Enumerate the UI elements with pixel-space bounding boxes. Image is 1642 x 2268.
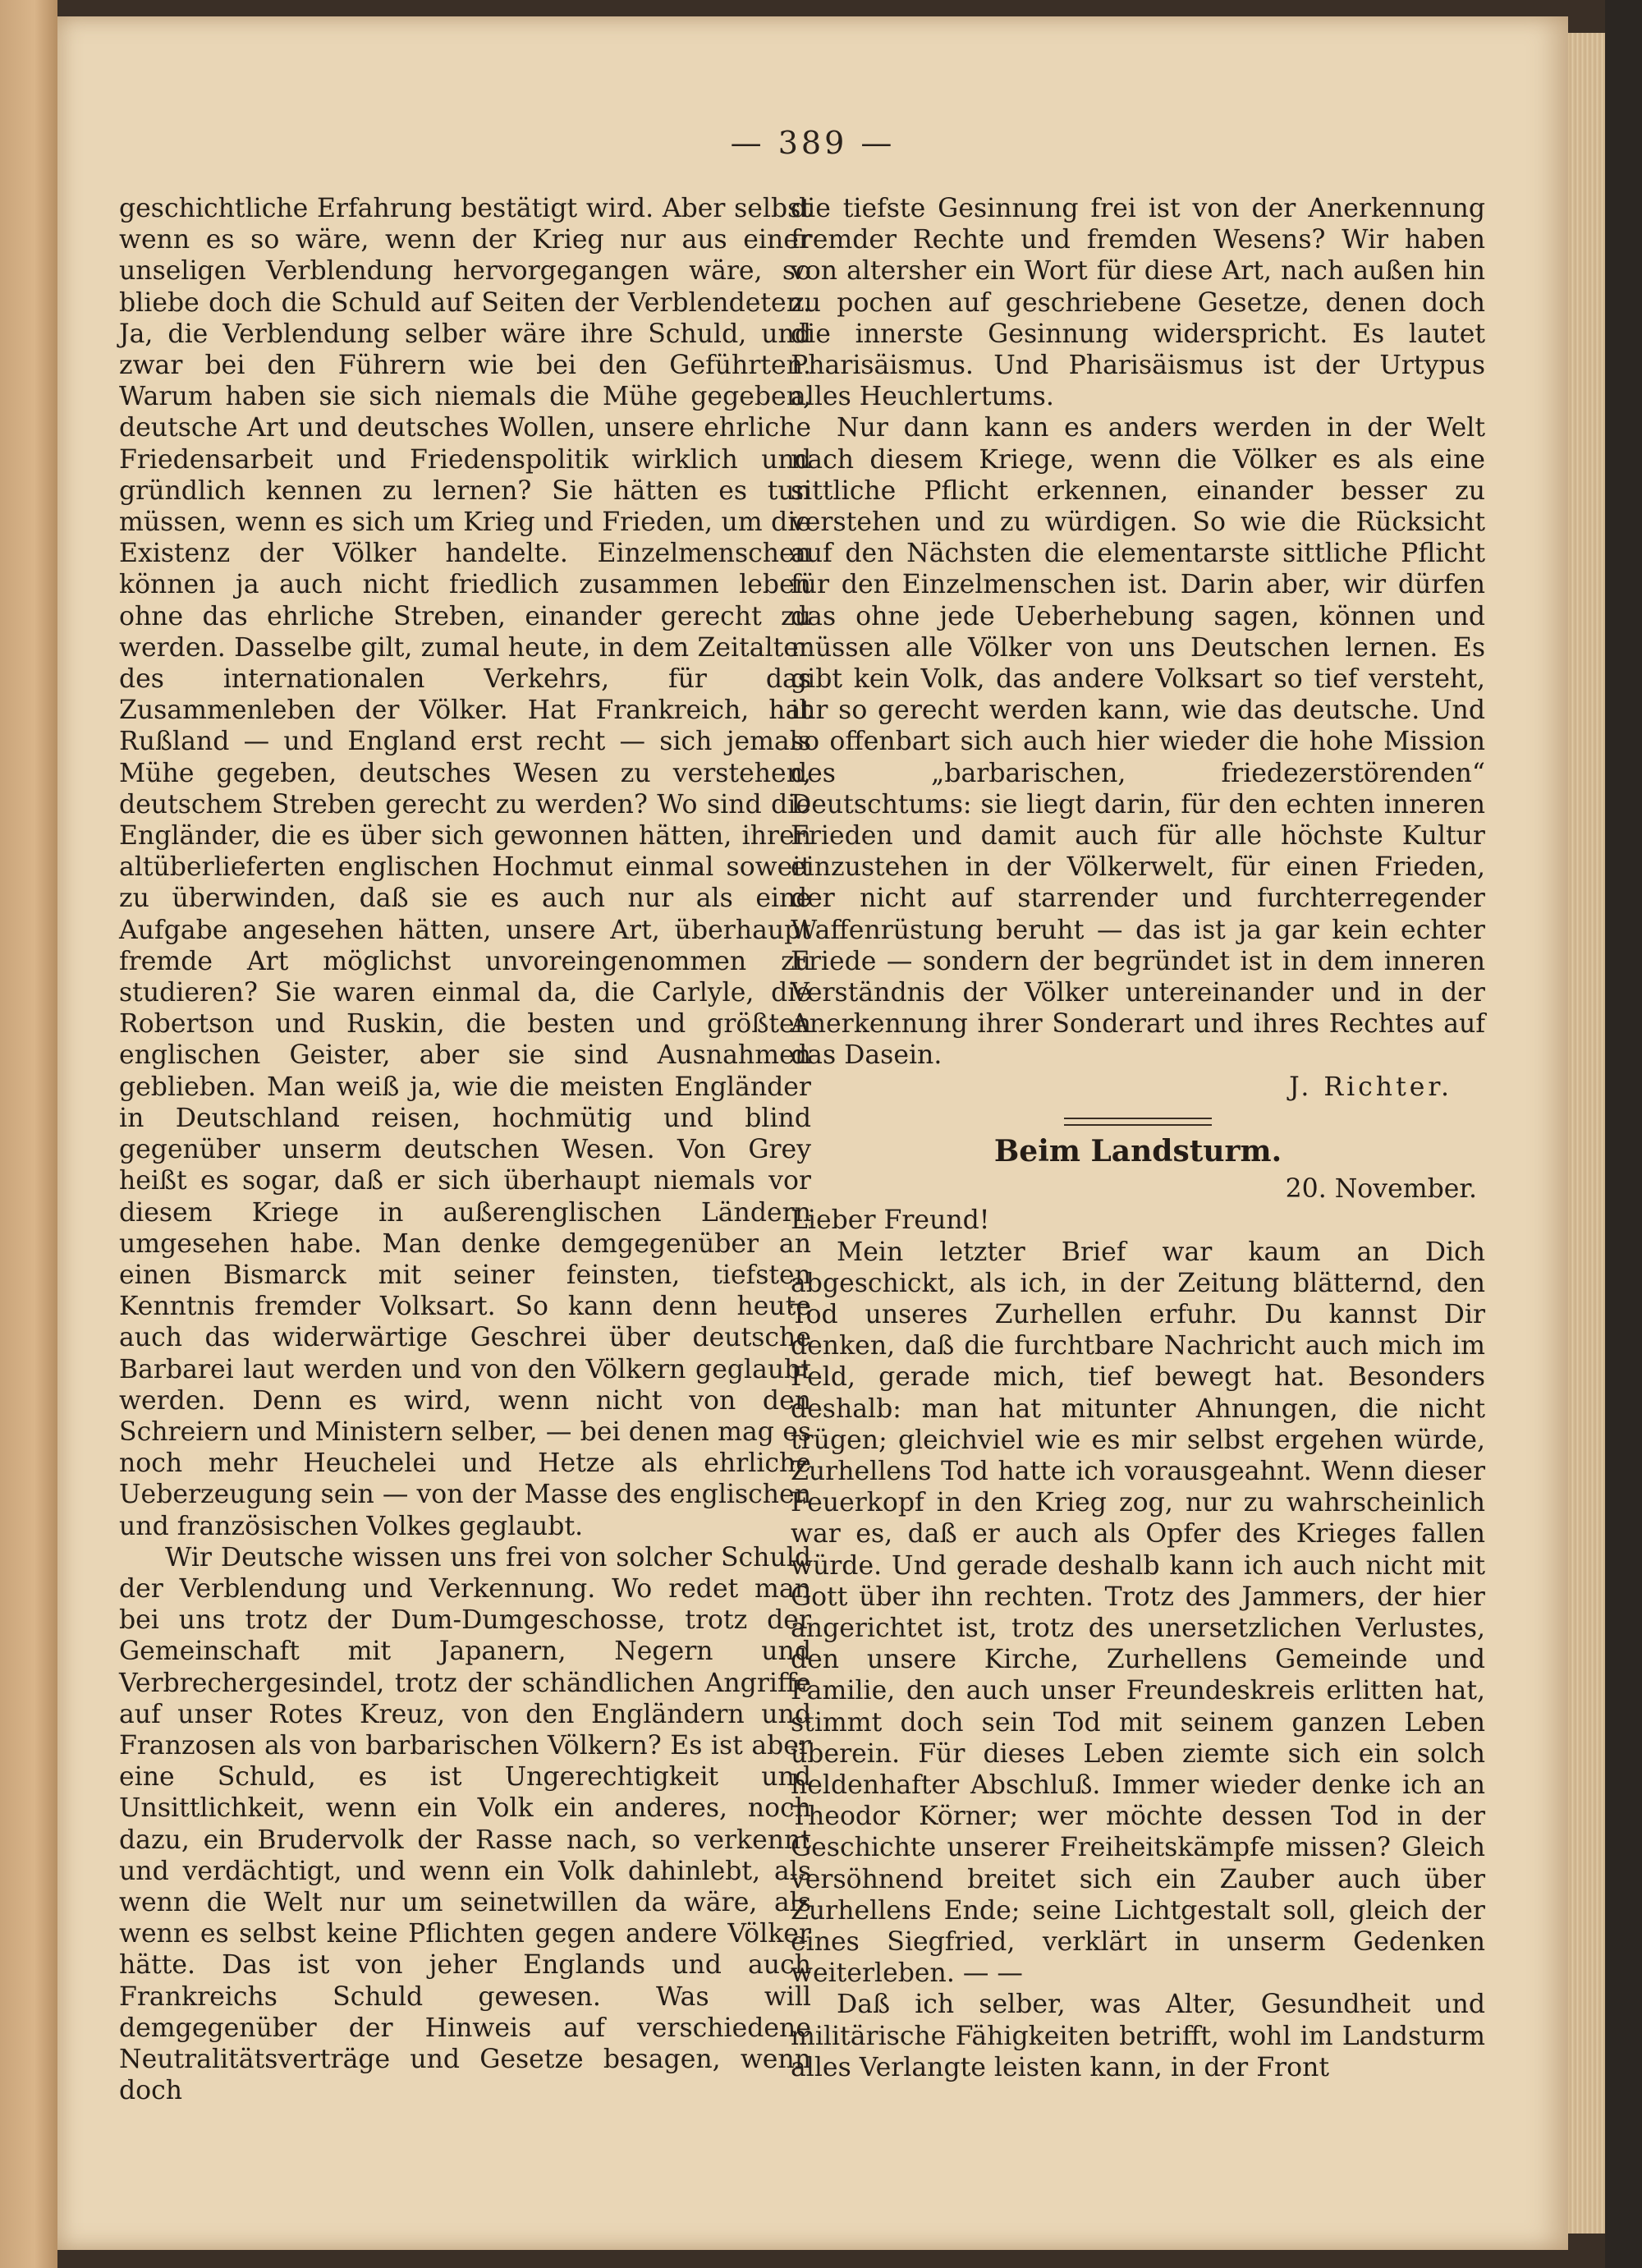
right-column bbox=[791, 193, 1485, 2083]
paragraph: geschichtliche Erfahrung bestätigt wird. Aber selbst wenn es so wäre, wenn der Krieg nur aus einer unseligen Verblendung hervorgegangen wäre, so bliebe doch die Schuld auf Seiten der Verblendeten. Ja, die Verblendung selber wäre ihre Schuld, und zwar bei den Führern wie bei den Geführten. Warum haben sie sich niemals die Mühe gegeben, deutsche Art und deutsches Wollen, unsere ehrliche Friedensarbeit und Friedenspolitik wirklich und gründlich kennen zu lernen? Sie hätten es tun müssen, wenn es sich um Krieg und Frieden, um die Existenz der Völker handelte. Einzelmenschen können ja auch nicht friedlich zusammen leben ohne das ehrliche Streben, einander gerecht zu werden. Dasselbe gilt, zumal heute, in dem Zeitalter des internationalen Verkehrs, für das Zusammenleben der Völker. Hat Frankreich, hat Rußland — und England erst recht — sich jemals Mühe gegeben, deutsches Wesen zu verstehen, deutschem Streben gerecht zu werden? Wo sind die Engländer, die es über sich gewonnen hätten, ihren altüberlieferten englischen Hochmut einmal soweit zu überwinden, daß sie es auch nur als eine Aufgabe angesehen hätten, unsere Art, überhaupt fremde Art möglichst unvoreingenommen zu studieren? Sie waren einmal da, die Carlyle, die Robertson und Ruskin, die besten und größten englischen Geister, aber sie sind Ausnahmen geblieben. Man weiß ja, wie die meisten Engländer in Deutschland reisen, hochmütig und blind gegenüber unserm deutschen Wesen. Von Grey heißt es sogar, daß er sich überhaupt niemals vor diesem Kriege in außerenglischen Ländern umgesehen habe. Man denke demgegenüber an einen Bismarck mit seiner feinsten, tiefsten Kenntnis fremder Volksart. So kann denn heute auch das widerwärtige Geschrei über deutsche Barbarei laut werden und von den Völkern geglaubt werden. Denn es wird, wenn nicht von den Schreiern und Ministern selber, — bei denen mag es noch mehr Heuchelei und Hetze als ehrliche Ueberzeugung sein — von der Masse des englischen und französischen Volkes geglaubt. bbox=[119, 194, 811, 1541]
letter-date: 20. November. bbox=[1285, 1174, 1477, 1205]
left-column bbox=[119, 193, 811, 2106]
paragraph: die tiefste Gesinnung frei ist von der Anerkennung fremder Rechte und fremden Wesens? Wir haben von altersher ein Wort für diese Art, nach außen hin zu pochen auf geschriebene Gesetze, denen doch die innerste Gesinnung widerspricht. Es lautet Pharisäismus. Und Pharisäismus ist der Urtypus alles Heuchlertums. bbox=[791, 194, 1485, 412]
letter-salutation: Lieber Freund! bbox=[791, 1205, 990, 1236]
paragraph: Mein letzter Brief war kaum an Dich abgeschickt, als ich, in der Zeitung blätternd, den Tod unseres Zurhellen erfuhr. Du kannst Dir denken, daß die furchtbare Nachricht auch mich im Feld, gerade mich, tief bewegt hat. Besonders deshalb: man hat mitunter Ahnungen, die nicht trügen; gleichviel wie es mir selbst ergehen würde, Zurhellens Tod hatte ich vorausgeahnt. Wenn dieser Feuerkopf in den Krieg zog, nur zu wahrscheinlich war es, daß er auch als Opfer des Krieges fallen würde. Und gerade deshalb kann ich auch nicht mit Gott über ihn rechten. Trotz des Jammers, der hier angerichtet ist, trotz des unersetzlichen Verlustes, den unsere Kirche, Zurhellens Gemeinde und Familie, den auch unser Freundeskreis erlitten hat, stimmt doch sein Tod mit seinem ganzen Leben überein. Für dieses Leben ziemte sich ein solch heldenhafter Abschluß. Immer wieder denke ich an Theodor Körner; wer möchte dessen Tod in der Geschichte unserer Freiheitskämpfe missen? Gleich versöhnend breitet sich ein Zauber auch über Zurhellens Ende; seine Lichtgestalt soll, gleich der eines Siegfried, verklärt in unserm Gedenken weiterleben. — — bbox=[791, 1237, 1485, 1989]
page-stack-edge bbox=[1568, 33, 1605, 2234]
previous-page-edge bbox=[0, 0, 57, 2268]
book-page bbox=[57, 16, 1568, 2250]
section-divider bbox=[1064, 1118, 1212, 1126]
page-number: — 389 — bbox=[730, 125, 896, 161]
book-cover-edge bbox=[1605, 0, 1642, 2268]
article-title: Beim Landsturm. bbox=[993, 1133, 1282, 1168]
paragraph: Wir Deutsche wissen uns frei von solcher Schuld der Verblendung und Verkennung. Wo redet man bei uns trotz der Dum-Dumgeschosse, trotz der Gemeinschaft mit Japanern, Negern und Verbrechergesindel, trotz der schändlichen Angriffe auf unser Rotes Kreuz, von den Engländern und Franzosen als von barbarischen Völkern? Es ist aber eine Schuld, es ist Ungerechtigkeit und Unsittlichkeit, wenn ein Volk ein anderes, noch dazu, ein Brudervolk der Rasse nach, so verkennt und verdächtigt, und wenn ein Volk dahinlebt, als wenn die Welt nur um seinetwillen da wäre, als wenn es selbst keine Pflichten gegen andere Völker hätte. Das ist von jeher Englands und auch Frankreichs Schuld gewesen. Was will demgegenüber der Hinweis auf verschiedene Neutralitätsverträge und Gesetze besagen, wenn doch bbox=[119, 1542, 811, 2106]
paragraph: Daß ich selber, was Alter, Gesundheit und militärische Fähigkeiten betrifft, wohl im Landsturm alles Verlangte leisten kann, in der Front bbox=[791, 1990, 1485, 2082]
paragraph: Nur dann kann es anders werden in der Welt nach diesem Kriege, wenn die Völker es als eine sittliche Pflicht erkennen, einander besser zu verstehen und zu würdigen. So wie die Rücksicht auf den Nächsten die elementarste sittliche Pflicht für den Einzelmenschen ist. Darin aber, wir dürfen das ohne jede Ueberhebung sagen, können und müssen alle Völker von uns Deutschen lernen. Es gibt kein Volk, das andere Volksart so tief versteht, ihr so gerecht werden kann, wie das deutsche. Und so offenbart sich auch hier wieder die hohe Mission des „barbarischen, friedezerstörenden“ Deutschtums: sie liegt darin, für den echten inneren Frieden und damit auch für alle höchste Kultur einzustehen in der Völkerwelt, für einen Frieden, der nicht auf starrender und furchterregender Waffenrüstung beruht — das ist ja gar kein echter Friede — sondern der begründet ist in dem inneren Verständnis der Völker untereinander und in der Anerkennung ihrer Sonderart und ihres Rechtes auf das Dasein. bbox=[791, 413, 1485, 1071]
author-signature: J. Richter. bbox=[1289, 1072, 1452, 1102]
